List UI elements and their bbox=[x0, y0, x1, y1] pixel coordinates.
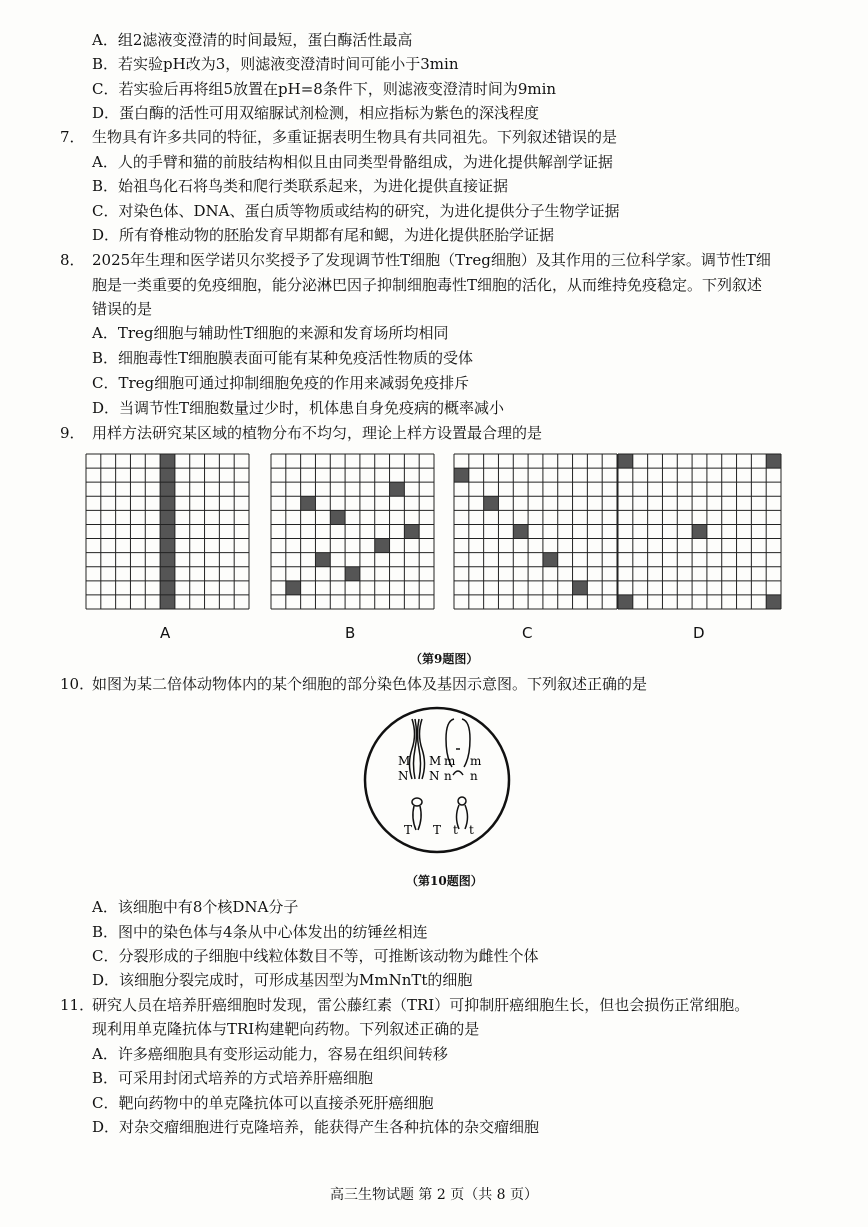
q8-stem-line-3: 错误的是 bbox=[92, 300, 153, 318]
q8-stem-line-2: 胞是一类重要的免疫细胞，能分泌淋巴因子抑制细胞毒性T细胞的活化，从而维持免疫稳定。下列叙述 bbox=[92, 276, 763, 294]
quadrat-grid-d bbox=[617, 453, 782, 610]
shaded-quadrat bbox=[330, 510, 345, 524]
shaded-quadrat bbox=[160, 482, 175, 496]
q11-number: 11． bbox=[60, 996, 95, 1014]
gene-label-n4: n bbox=[470, 769, 478, 783]
q8-option-a: A．Treg细胞与辅助性T细胞的来源和发育场所均相同 bbox=[92, 324, 449, 342]
gene-label-m1: M bbox=[398, 754, 411, 768]
shaded-quadrat bbox=[390, 482, 405, 496]
gene-label-t4: t bbox=[469, 823, 474, 837]
shaded-quadrat bbox=[301, 496, 316, 510]
shaded-quadrat bbox=[618, 454, 633, 468]
shaded-quadrat bbox=[766, 454, 781, 468]
gene-label-n3: n bbox=[444, 769, 452, 783]
shaded-quadrat bbox=[692, 524, 707, 538]
shaded-quadrat bbox=[543, 553, 558, 567]
q9-number: 9． bbox=[60, 424, 85, 442]
shaded-quadrat bbox=[160, 539, 175, 553]
shaded-quadrat bbox=[454, 468, 469, 482]
shaded-quadrat bbox=[315, 553, 330, 567]
q11-option-a: A．许多癌细胞具有变形运动能力，容易在组织间转移 bbox=[92, 1045, 448, 1063]
shaded-quadrat bbox=[160, 496, 175, 510]
shaded-quadrat bbox=[160, 454, 175, 468]
q10-figure-caption: （第10题图） bbox=[406, 874, 483, 888]
q8-number: 8． bbox=[60, 251, 85, 269]
shaded-quadrat bbox=[404, 524, 419, 538]
shaded-quadrat bbox=[160, 567, 175, 581]
q11-stem-line-2: 现利用单克隆抗体与TRI构建靶向药物。下列叙述正确的是 bbox=[92, 1020, 480, 1038]
q7-option-b: B．始祖鸟化石将鸟类和爬行类联系起来，为进化提供直接证据 bbox=[92, 177, 509, 195]
q11-option-c: C．靶向药物中的单克隆抗体可以直接杀死肝癌细胞 bbox=[92, 1094, 434, 1112]
shaded-quadrat bbox=[618, 595, 633, 609]
shaded-quadrat bbox=[375, 539, 390, 553]
q6-option-d: D．蛋白酶的活性可用双缩脲试剂检测，相应指标为紫色的深浅程度 bbox=[92, 104, 540, 122]
page-footer: 高三生物试题 第 2 页（共 8 页） bbox=[329, 1187, 539, 1203]
q6-option-a: A．组2滤液变澄清的时间最短，蛋白酶活性最高 bbox=[92, 31, 413, 49]
q6-option-b: B．若实验pH改为3，则滤液变澄清时间可能小于3min bbox=[92, 55, 459, 73]
q8-option-c: C．Treg细胞可通过抑制细胞免疫的作用来减弱免疫排斥 bbox=[92, 374, 470, 392]
q10-option-d: D．该细胞分裂完成时，可形成基因型为MmNnTt的细胞 bbox=[92, 971, 473, 989]
shaded-quadrat bbox=[160, 581, 175, 595]
q10-option-c: C．分裂形成的子细胞中线粒体数目不等，可推断该动物为雌性个体 bbox=[92, 947, 539, 965]
q7-option-c: C．对染色体、DNA、蛋白质等物质或结构的研究，为进化提供分子生物学证据 bbox=[92, 202, 620, 220]
q10-stem: 如图为某二倍体动物体内的某个细胞的部分染色体及基因示意图。下列叙述正确的是 bbox=[92, 675, 648, 693]
q7-stem: 生物具有许多共同的特征，多重证据表明生物具有共同祖先。下列叙述错误的是 bbox=[92, 128, 618, 146]
q8-option-d: D．当调节性T细胞数量过少时，机体患自身免疫病的概率减小 bbox=[92, 399, 505, 417]
q7-number: 7． bbox=[60, 128, 85, 146]
q7-option-d: D．所有脊椎动物的胚胎发育早期都有尾和鳃，为进化提供胚胎学证据 bbox=[92, 226, 555, 244]
gene-label-n1: N bbox=[398, 769, 409, 783]
gene-label-n2: N bbox=[429, 769, 440, 783]
quadrat-grid-b bbox=[270, 453, 435, 610]
grid-label-d: D bbox=[693, 624, 705, 642]
chromosome-t-1 bbox=[412, 798, 422, 830]
cell-chromosome-diagram bbox=[362, 705, 512, 855]
q7-option-a: A．人的手臂和猫的前肢结构相似且由同类型骨骼组成，为进化提供解剖学证据 bbox=[92, 153, 613, 171]
shaded-quadrat bbox=[573, 581, 588, 595]
chromosome-mn-1 bbox=[410, 719, 425, 779]
grid-label-c: C bbox=[522, 624, 533, 642]
shaded-quadrat bbox=[766, 595, 781, 609]
q8-option-b: B．细胞毒性T细胞膜表面可能有某种免疫活性物质的受体 bbox=[92, 349, 474, 367]
gene-label-m4: m bbox=[470, 754, 482, 768]
shaded-quadrat bbox=[160, 595, 175, 609]
grid-label-b: B bbox=[345, 624, 356, 642]
q9-figure-caption: （第9题图） bbox=[410, 652, 479, 666]
q11-stem-line-1: 研究人员在培养肝癌细胞时发现，雷公藤红素（TRI）可抑制肝癌细胞生长，但也会损伤正常细胞。 bbox=[92, 996, 750, 1014]
shaded-quadrat bbox=[345, 567, 360, 581]
shaded-quadrat bbox=[160, 468, 175, 482]
quadrat-grid-c bbox=[453, 453, 618, 610]
q9-stem: 用样方法研究某区域的植物分布不均匀，理论上样方设置最合理的是 bbox=[92, 424, 543, 442]
shaded-quadrat bbox=[484, 496, 499, 510]
chromosome-t-2 bbox=[457, 797, 468, 829]
shaded-quadrat bbox=[160, 524, 175, 538]
q6-option-c: C．若实验后再将组5放置在pH=8条件下，则滤液变澄清时间为9min bbox=[92, 80, 557, 98]
gene-label-m3: m bbox=[444, 754, 456, 768]
grid-label-a: A bbox=[160, 624, 171, 642]
q10-number: 10． bbox=[60, 675, 95, 693]
q10-option-a: A．该细胞中有8个核DNA分子 bbox=[92, 898, 299, 916]
shaded-quadrat bbox=[160, 553, 175, 567]
shaded-quadrat bbox=[513, 524, 528, 538]
q11-option-b: B．可采用封闭式培养的方式培养肝癌细胞 bbox=[92, 1069, 374, 1087]
gene-label-t3: t bbox=[453, 823, 458, 837]
shaded-quadrat bbox=[286, 581, 301, 595]
shaded-quadrat bbox=[160, 510, 175, 524]
q11-option-d: D．对杂交瘤细胞进行克隆培养，能获得产生各种抗体的杂交瘤细胞 bbox=[92, 1118, 540, 1136]
q8-stem-line-1: 2025年生理和医学诺贝尔奖授予了发现调节性T细胞（Treg细胞）及其作用的三位科学家。调节性T细 bbox=[92, 251, 771, 269]
gene-label-t1: T bbox=[404, 823, 413, 837]
gene-label-m2: M bbox=[429, 754, 442, 768]
quadrat-grid-a bbox=[85, 453, 250, 610]
q10-option-b: B．图中的染色体与4条从中心体发出的纺锤丝相连 bbox=[92, 923, 428, 941]
gene-label-t2: T bbox=[433, 823, 442, 837]
